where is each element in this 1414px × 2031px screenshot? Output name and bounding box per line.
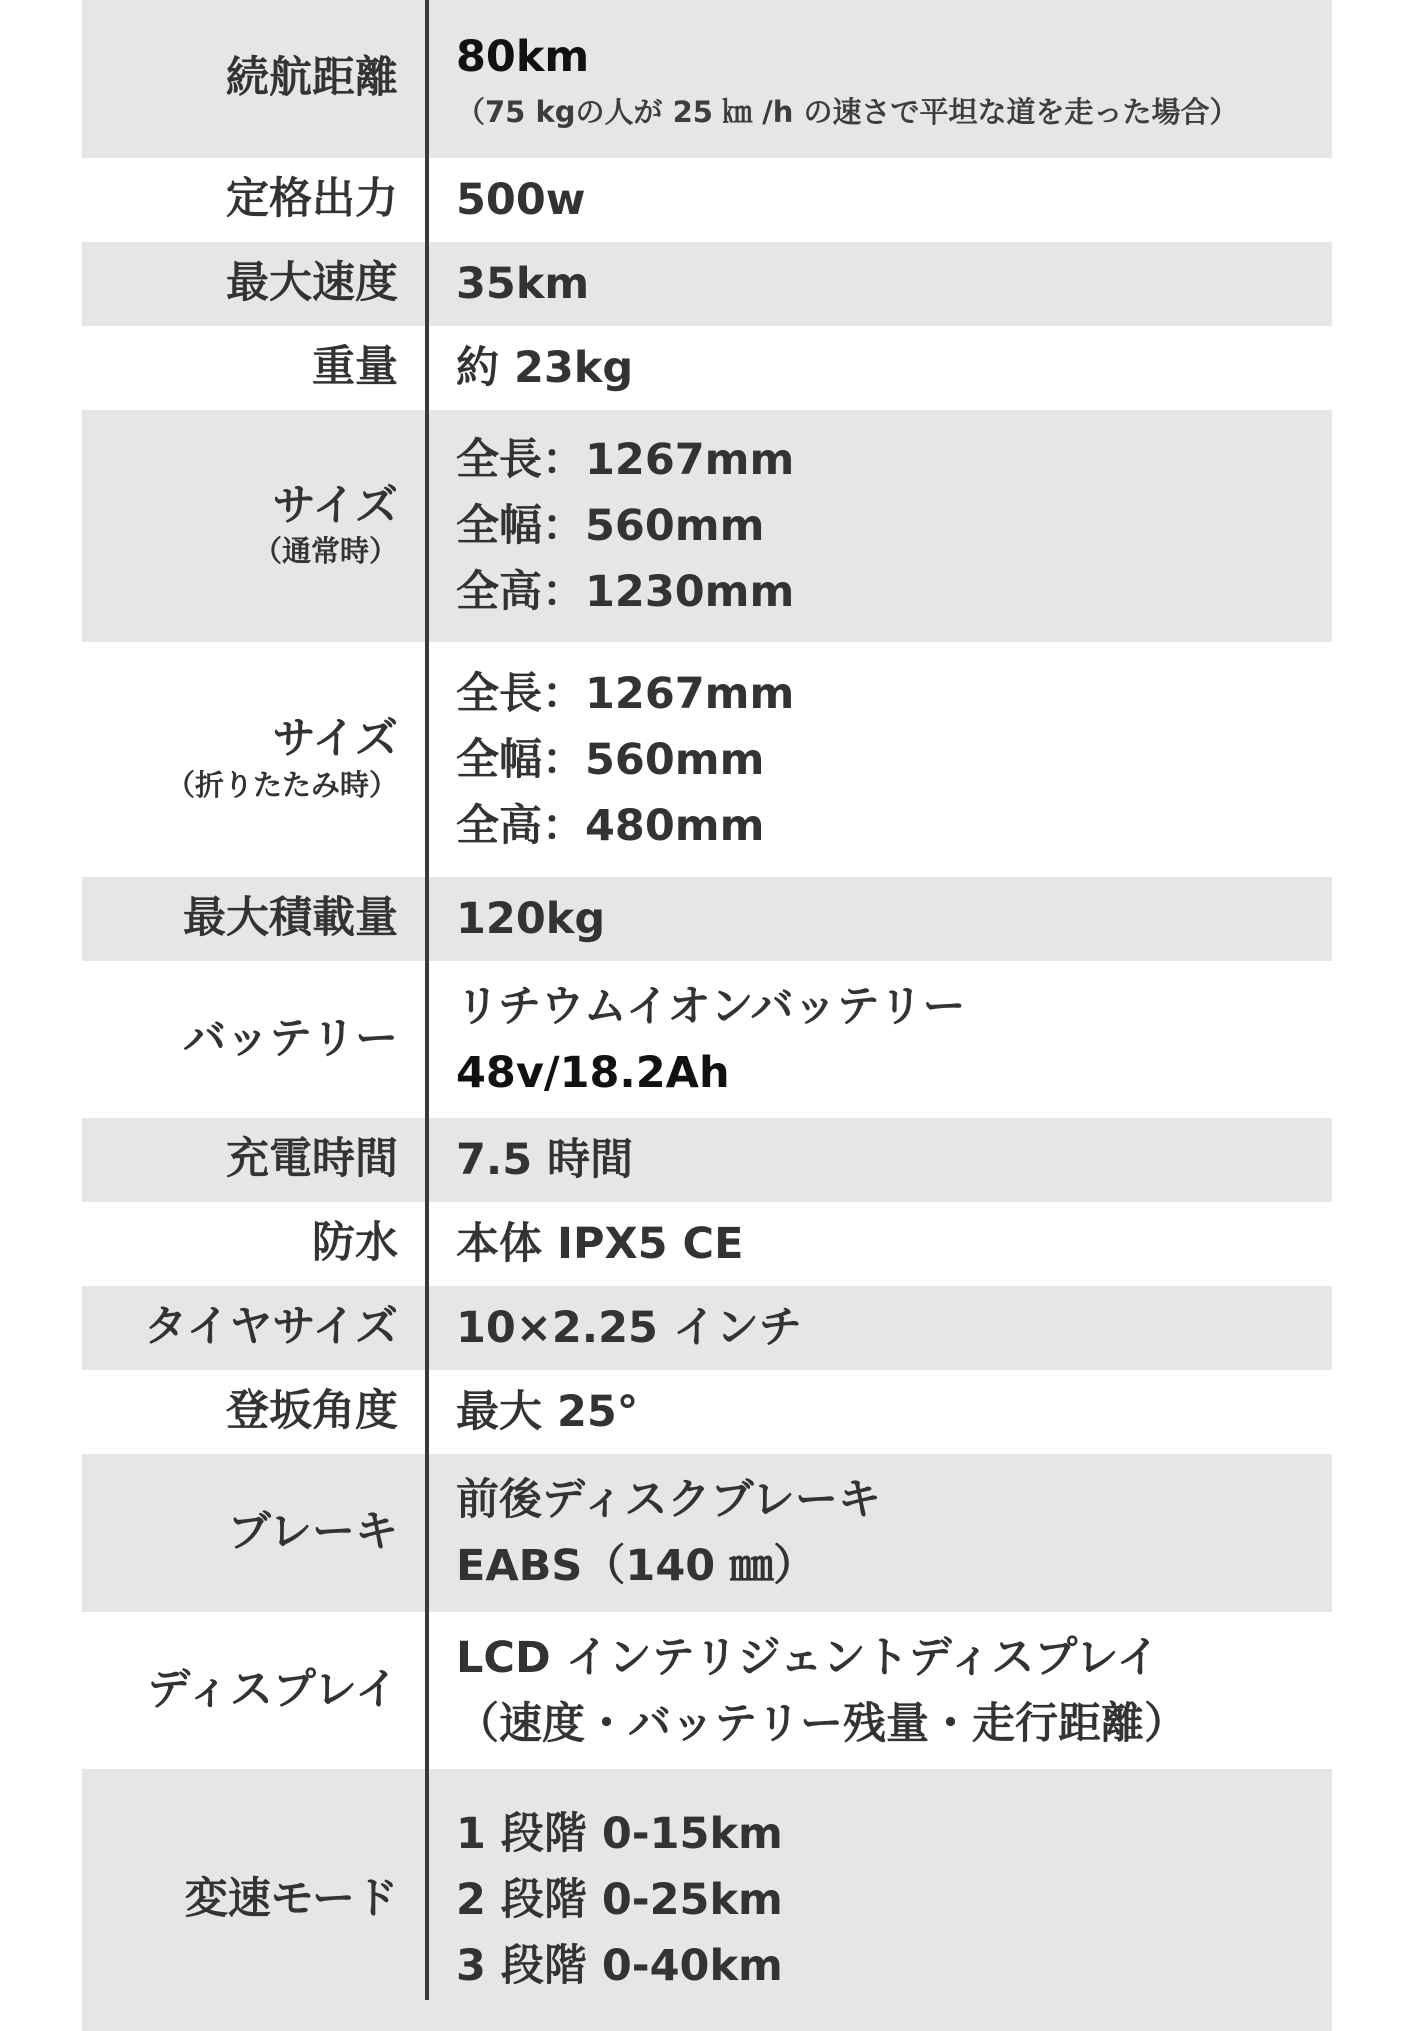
- spec-label-cell: [82, 410, 424, 642]
- spec-row: [82, 961, 1332, 1118]
- spec-value: 3 段階 0-40km: [456, 1941, 783, 1991]
- spec-value-cell: [424, 326, 1332, 410]
- spec-label: タイヤサイズ: [144, 1302, 398, 1353]
- spec-value-cell: [424, 1118, 1332, 1202]
- spec-value-cell: [424, 642, 1332, 877]
- spec-row: [82, 158, 1332, 242]
- spec-label: ディスプレイ: [147, 1664, 398, 1715]
- spec-label-cell: [82, 158, 424, 242]
- spec-value: 35km: [456, 259, 590, 309]
- spec-label: 変速モード: [184, 1874, 398, 1925]
- spec-value: 本体 IPX5 CE: [456, 1219, 744, 1269]
- spec-sublabel: （通常時）: [252, 534, 398, 569]
- spec-value: 最大 25°: [456, 1387, 639, 1437]
- spec-row: [82, 877, 1332, 961]
- spec-row: [82, 1370, 1332, 1454]
- spec-row: [82, 0, 1332, 158]
- spec-value: 120kg: [456, 894, 606, 944]
- spec-table: [82, 0, 1332, 2031]
- spec-label-cell: [82, 1118, 424, 1202]
- spec-value-cell: [424, 1202, 1332, 1286]
- spec-label: サイズ: [272, 714, 398, 765]
- spec-value: 2 段階 0-25km: [456, 1875, 783, 1925]
- spec-label-cell: [82, 1286, 424, 1370]
- spec-value-cell: [424, 0, 1332, 158]
- spec-label-cell: [82, 961, 424, 1118]
- spec-row: [82, 1118, 1332, 1202]
- spec-value-cell: [424, 1286, 1332, 1370]
- spec-label-cell: [82, 1202, 424, 1286]
- spec-label: 防水: [312, 1218, 398, 1269]
- spec-label: 充電時間: [226, 1134, 398, 1185]
- spec-value: 全長：1267mm: [456, 668, 795, 719]
- spec-value-cell: [424, 1612, 1332, 1769]
- spec-label-cell: [82, 877, 424, 961]
- spec-label-cell: [82, 242, 424, 326]
- spec-value-cell: [424, 410, 1332, 642]
- spec-value-cell: [424, 961, 1332, 1118]
- spec-row: [82, 1612, 1332, 1769]
- spec-value: 約 23kg: [456, 343, 634, 393]
- spec-label: ブレーキ: [227, 1507, 398, 1558]
- spec-value: （速度・バッテリー残量・走行距離）: [456, 1698, 1187, 1749]
- spec-value-cell: [424, 158, 1332, 242]
- spec-value: 80km: [456, 32, 590, 82]
- spec-label: 続航距離: [226, 53, 398, 104]
- spec-label-cell: [82, 1612, 424, 1769]
- spec-label: バッテリー: [183, 1013, 398, 1064]
- spec-value: 全長：1267mm: [456, 435, 795, 485]
- spec-value: 10×2.25 インチ: [456, 1303, 802, 1353]
- spec-value: 7.5 時間: [456, 1135, 634, 1185]
- spec-value: 48v/18.2Ah: [456, 1047, 730, 1098]
- spec-label-cell: [82, 642, 424, 877]
- spec-value: LCD インテリジェントディスプレイ: [456, 1632, 1160, 1683]
- spec-row: [82, 1286, 1332, 1370]
- spec-label-cell: [82, 1370, 424, 1454]
- spec-value: 全幅：560mm: [456, 734, 765, 785]
- spec-sublabel: （折りたたみ時）: [165, 767, 398, 802]
- spec-row: [82, 642, 1332, 877]
- spec-value: 全高：1230mm: [456, 567, 795, 617]
- spec-value-note: （75 kgの人が 25 ㎞ /h の速さで平坦な道を走った場合）: [456, 95, 1239, 129]
- spec-label-cell: [82, 1454, 424, 1612]
- spec-value: 全高：480mm: [456, 800, 765, 851]
- spec-label-cell: [82, 0, 424, 158]
- spec-value-cell: [424, 877, 1332, 961]
- spec-row: [82, 326, 1332, 410]
- spec-value: 500w: [456, 175, 586, 225]
- spec-label: 定格出力: [226, 174, 398, 225]
- spec-value-cell: [424, 1769, 1332, 2031]
- spec-row: [82, 1769, 1332, 2031]
- column-divider: [425, 0, 429, 2000]
- spec-row: [82, 1202, 1332, 1286]
- spec-label: 最大速度: [226, 258, 398, 309]
- spec-label: 登坂角度: [226, 1386, 398, 1437]
- spec-label-cell: [82, 326, 424, 410]
- spec-row: [82, 242, 1332, 326]
- spec-label: 重量: [312, 342, 398, 393]
- spec-row: [82, 1454, 1332, 1612]
- spec-value-cell: [424, 1454, 1332, 1612]
- spec-value: 全幅：560mm: [456, 501, 765, 551]
- spec-label: 最大積載量: [183, 893, 398, 944]
- spec-value: EABS（140 ㎜）: [456, 1541, 817, 1591]
- spec-value: 1 段階 0-15km: [456, 1809, 783, 1859]
- spec-value-cell: [424, 1370, 1332, 1454]
- spec-row: [82, 410, 1332, 642]
- spec-label: サイズ: [272, 480, 398, 531]
- spec-value: リチウムイオンバッテリー: [456, 981, 966, 1032]
- spec-value-cell: [424, 242, 1332, 326]
- spec-label-cell: [82, 1769, 424, 2031]
- spec-value: 前後ディスクブレーキ: [456, 1475, 881, 1525]
